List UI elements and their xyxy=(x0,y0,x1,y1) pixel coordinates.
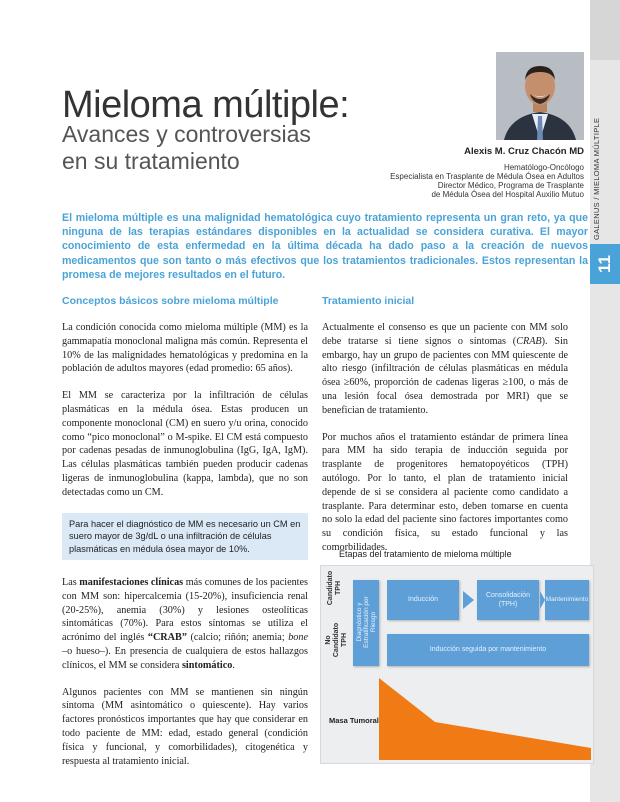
left-column xyxy=(62,294,308,781)
author-photo xyxy=(496,52,584,140)
right-column xyxy=(322,294,568,568)
intro-paragraph: El mieloma múltiple es una malignidad hematológica cuyo tratamiento representa un gran reto, ya que ninguna de las terapias estándares disponibles en la actualidad se considera curativa. El mayor conocimiento de esta enfermedad en la última década ha dado paso a la creación de nuevos medicamentos que son tanto o más efectivos que los tratamientos tradicionales. Estos representan la promesa de mejores resultados en el futuro. xyxy=(62,212,588,281)
paragraph: Por muchos años el tratamiento estándar de primera línea para MM ha sido terapia de inducción seguida por trasplante de progenitores hematopoyéticos (TPH) autólogo. Por lo tanto, el plan de tratamiento inicial depende de si se considera al paciente como candidato a trasplante. Para determinar esto, deben tomarse en cuenta no solo la edad del paciente sino factores importantes como su condición física, su estado funcional y las comorbilidades. xyxy=(322,431,568,553)
callout-box: Para hacer el diagnóstico de MM es necesario un CM en suero mayor de 3g/dL o una infiltración de células plasmáticas en médula ósea mayor de 10%. xyxy=(62,513,308,561)
diagnosis-box: Diagnóstico y Estratificación por Riesgo xyxy=(353,580,379,666)
side-tab-top xyxy=(590,0,620,60)
paragraph: La condición conocida como mieloma múltiple (MM) es la gammapatía monoclonal maligna más común. Representa el 10% de las malignidades hematológicas y predomina en la población de adultos mayores (edad promedio: 65 años). xyxy=(62,322,308,375)
page-subtitle: Avances y controversias en su tratamiento xyxy=(62,121,311,174)
author-title: Hematólogo-Oncólogo xyxy=(503,163,584,172)
section-heading: Conceptos básicos sobre mieloma múltiple xyxy=(62,295,279,307)
section-heading: Tratamiento inicial xyxy=(322,295,415,307)
author-title: Especialista en Trasplante de Médula Ósea en Adultos xyxy=(390,172,584,181)
side-tab: GALENUS / MIELOMA MÚLTIPLE 11 xyxy=(590,0,620,802)
induction-maintenance-box: Inducción seguida por mantenimiento xyxy=(387,634,589,666)
author-title: de Médula Ósea del Hospital Auxilio Mutuo xyxy=(431,190,584,199)
arrow-icon xyxy=(463,591,474,609)
induction-box: Inducción xyxy=(387,580,459,620)
author-title: Director Médico, Programa de Trasplante xyxy=(437,181,584,190)
consolidation-box: Consolidación (TPH) xyxy=(477,580,539,620)
row-label-candidate: Candidato TPH xyxy=(327,570,342,606)
figure-caption: Etapas del tratamiento de mieloma múltiple xyxy=(339,549,512,559)
paragraph: Algunos pacientes con MM se mantienen sin ningún síntoma (MM asintomático o quiescente). Hay varios factores pronósticos importantes que hay que considerar en todo paciente de MM: edad, estado general (condición física y funcional, y comorbilidades), citogenética y respuesta al tratamiento inicial. xyxy=(62,686,308,767)
page-title: Mieloma múltiple: xyxy=(62,84,350,126)
tumor-mass-curve xyxy=(379,678,591,760)
treatment-diagram xyxy=(320,565,594,764)
paragraph: El MM se caracteriza por la infiltración de células plasmáticas en la médula ósea. Estas producen un componente monoclonal (CM) en suero y/u orina, conocido como “pico monoclonal” o M-spike. El CM está compuesto por cadenas pesadas de inmunoglobulina (IgG, IgA, IgM). Las células plasmáticas también pueden producir cadenas ligeras de inmunoglobulina (kappa, lambda), que no son detectadas como un CM. xyxy=(62,390,308,498)
row-label-non-candidate: No Candidato TPH xyxy=(325,622,348,658)
author-name: Alexis M. Cruz Chacón MD xyxy=(464,146,584,157)
paragraph: Actualmente el consenso es que un paciente con MM solo debe tratarse si tiene signos o síntomas (CRAB). Sin embargo, hay un grupo de pacientes con MM quiescente de alto riesgo (infiltración de células plasmáticas en médula ósea ≥60%, proporción de cadenas ligeras ≥100, o más de una lesión focal ósea demostrada por MRI) que se benefician de tratamiento. xyxy=(322,322,568,416)
paragraph: Las manifestaciones clínicas más comunes de los pacientes con MM son: hipercalcemia (15-20%), insuficiencia renal (20-25%), anemia (30%) y lesiones osteolíticas sintomáticas (70%). Para estos síntomas se utiliza el acrónimo del inglés “CRAB” (calcio; riñón; anemia; bone –o hueso–). En presencia de cualquiera de estos hallazgos clínicos, el MM se considera sintomático. xyxy=(62,577,308,671)
page-number: 11 xyxy=(590,244,620,284)
maintenance-box: Mantenimiento xyxy=(545,580,589,620)
tumor-mass-label: Masa Tumoral xyxy=(329,716,379,725)
